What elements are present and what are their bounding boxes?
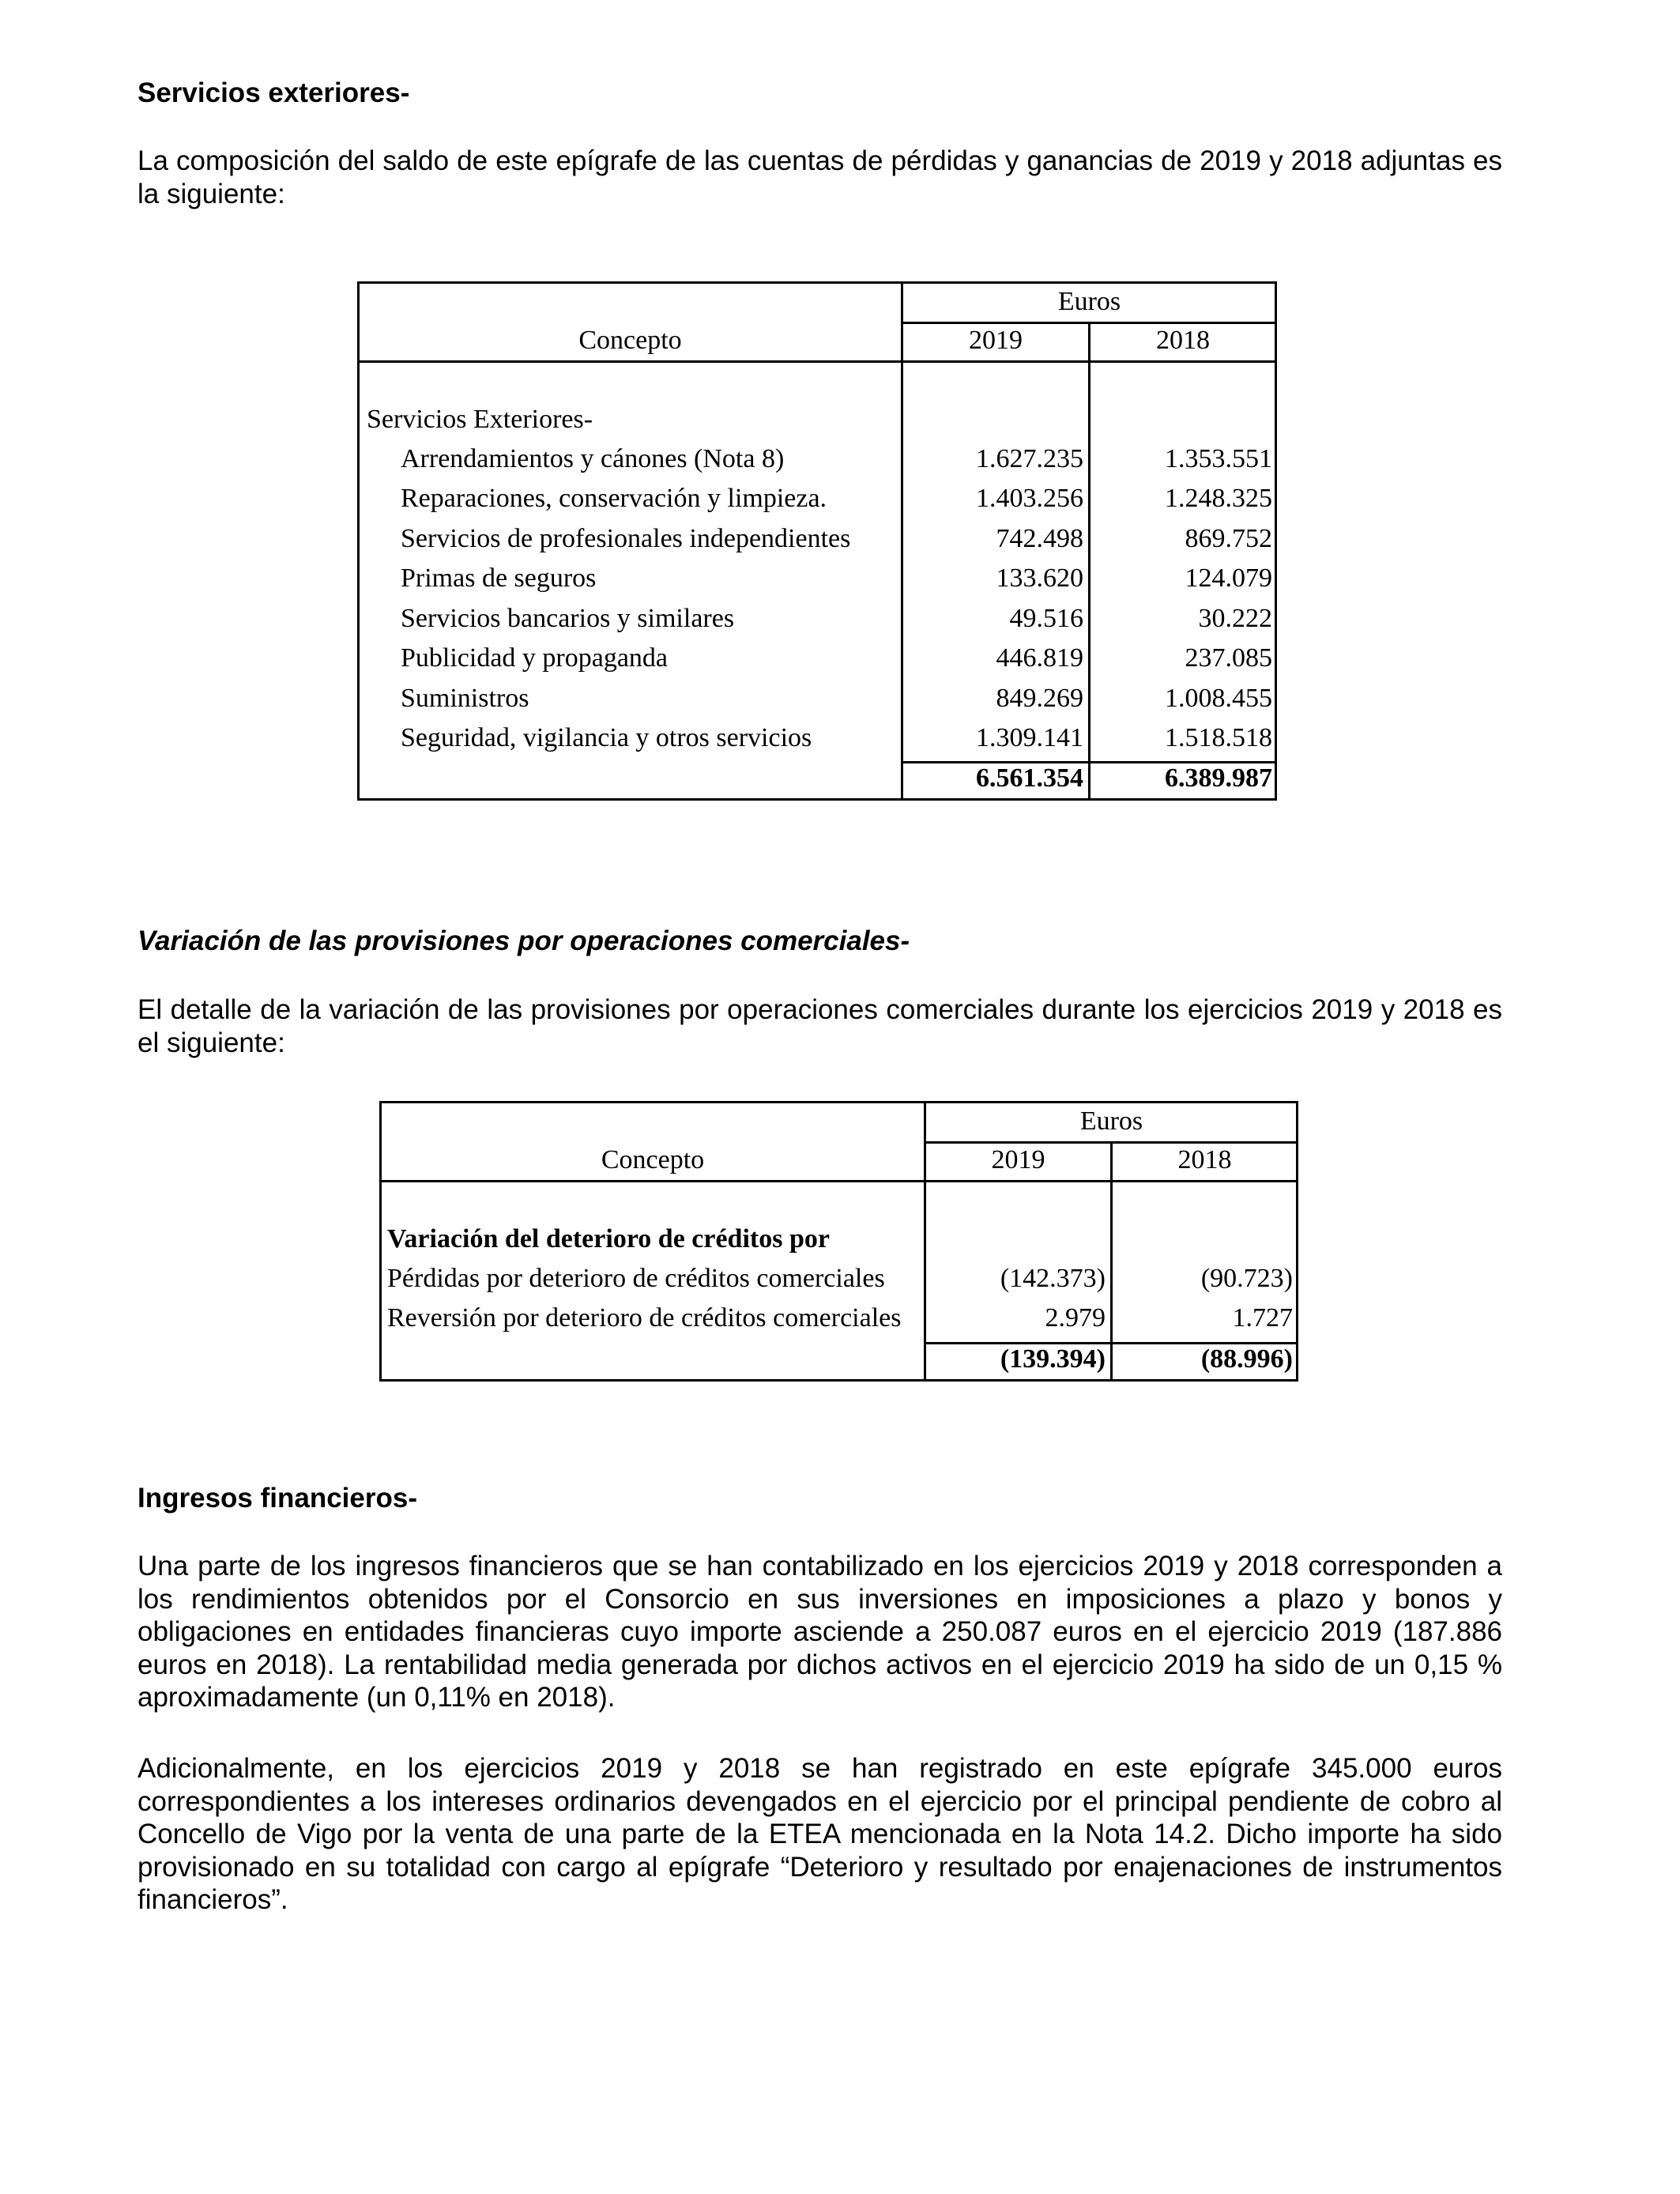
concept-header: Concepto <box>601 1145 705 1174</box>
row-label: Servicios bancarios y similares <box>401 604 735 633</box>
total-2019: (139.394) <box>1000 1344 1106 1374</box>
row-label: Servicios de profesionales independientes <box>401 524 851 553</box>
divider <box>924 1141 1298 1144</box>
row-label: Seguridad, vigilancia y otros servicios <box>401 723 812 752</box>
row-label: Pérdidas por deterioro de créditos comerciales <box>387 1264 885 1293</box>
table-variacion-provisiones <box>379 1101 1298 1382</box>
year-2019-header: 2019 <box>991 1145 1045 1174</box>
paragraph-ingresos-1: Una parte de los ingresos financieros que se han contabilizado en los ejercicios 2019 y 2018 corresponden a los rendimientos obtenidos por el Consorcio en sus inversiones en imposiciones a plazo y bonos y obligaciones en entidades financieras cuyo importe asciende a 250.087 euros en el ejercicio 2019 (187.886 euros en 2018). La rentabilidad media generada por dichos activos en el ejercicio 2019 ha sido de un 0,15 % aproximadamente (un 0,11% en 2018). <box>137 1551 1502 1713</box>
euros-header: Euros <box>1057 287 1121 316</box>
row-value-2019: (142.373) <box>1000 1264 1106 1293</box>
row-label: Primas de seguros <box>401 564 597 593</box>
year-2019-header: 2019 <box>969 326 1023 355</box>
row-value-2018: 1.008.455 <box>1165 684 1272 713</box>
row-value-2019: 849.269 <box>996 684 1083 713</box>
group-label: Variación del deterioro de créditos por <box>387 1224 830 1253</box>
heading-variacion-provisiones: Variación de las provisiones por operaciones comerciales- <box>137 925 910 956</box>
intro-variacion-provisiones: El detalle de la variación de las provisiones por operaciones comerciales durante los ejercicios 2019 y 2018 es el siguiente: <box>137 994 1502 1058</box>
row-value-2018: 237.085 <box>1185 643 1272 673</box>
paragraph-ingresos-2: Adicionalmente, en los ejercicios 2019 y 2018 se han registrado en este epígrafe 345.000 euros correspondientes a los intereses ordinarios devengados en el ejercicio por el principal pendiente de cobro al Concello de Vigo por la venta de una parte de la ETEA mencionada en la Nota 14.2. Dicho importe ha sido provisionado en su totalidad con cargo al epígrafe “Deterioro y resultado por enajenaciones de instrumentos financieros”. <box>137 1753 1502 1915</box>
row-value-2019: 742.498 <box>996 524 1083 553</box>
row-label: Arrendamientos y cánones (Nota 8) <box>401 444 785 473</box>
row-label: Reparaciones, conservación y limpieza. <box>401 484 827 513</box>
concept-header: Concepto <box>578 326 682 355</box>
row-label: Reversión por deterioro de créditos comerciales <box>387 1303 902 1333</box>
divider <box>382 1180 1298 1182</box>
row-value-2019: 446.819 <box>996 643 1083 673</box>
row-value-2018: 1.518.518 <box>1165 723 1272 752</box>
total-2018: 6.389.987 <box>1165 763 1272 793</box>
row-value-2019: 1.403.256 <box>976 484 1083 513</box>
divider <box>360 360 1277 363</box>
row-value-2019: 1.627.235 <box>976 444 1083 473</box>
row-value-2018: (90.723) <box>1200 1264 1293 1293</box>
row-value-2018: 1.727 <box>1232 1303 1293 1333</box>
row-value-2018: 869.752 <box>1185 524 1272 553</box>
table-servicios-exteriores <box>357 281 1277 801</box>
row-value-2019: 133.620 <box>996 564 1083 593</box>
row-value-2018: 124.079 <box>1185 564 1272 593</box>
row-value-2018: 1.248.325 <box>1165 484 1272 513</box>
row-value-2019: 49.516 <box>1009 604 1083 633</box>
row-value-2019: 2.979 <box>1045 1303 1106 1333</box>
heading-servicios-exteriores: Servicios exteriores- <box>137 77 410 108</box>
intro-servicios-exteriores: La composición del saldo de este epígrafe de las cuentas de pérdidas y ganancias de 2019 y 2018 adjuntas es la siguiente: <box>137 145 1502 209</box>
euros-header: Euros <box>1079 1106 1143 1136</box>
total-2019: 6.561.354 <box>976 763 1083 793</box>
total-2018: (88.996) <box>1200 1344 1293 1374</box>
row-value-2018: 30.222 <box>1198 604 1272 633</box>
row-label: Publicidad y propaganda <box>401 643 669 673</box>
divider <box>901 322 1277 324</box>
heading-ingresos-financieros: Ingresos financieros- <box>137 1483 417 1514</box>
year-2018-header: 2018 <box>1156 326 1210 355</box>
row-value-2018: 1.353.551 <box>1165 444 1272 473</box>
group-label: Servicios Exteriores- <box>367 405 593 434</box>
row-value-2019: 1.309.141 <box>976 723 1083 752</box>
row-label: Suministros <box>401 684 529 713</box>
year-2018-header: 2018 <box>1177 1145 1232 1174</box>
